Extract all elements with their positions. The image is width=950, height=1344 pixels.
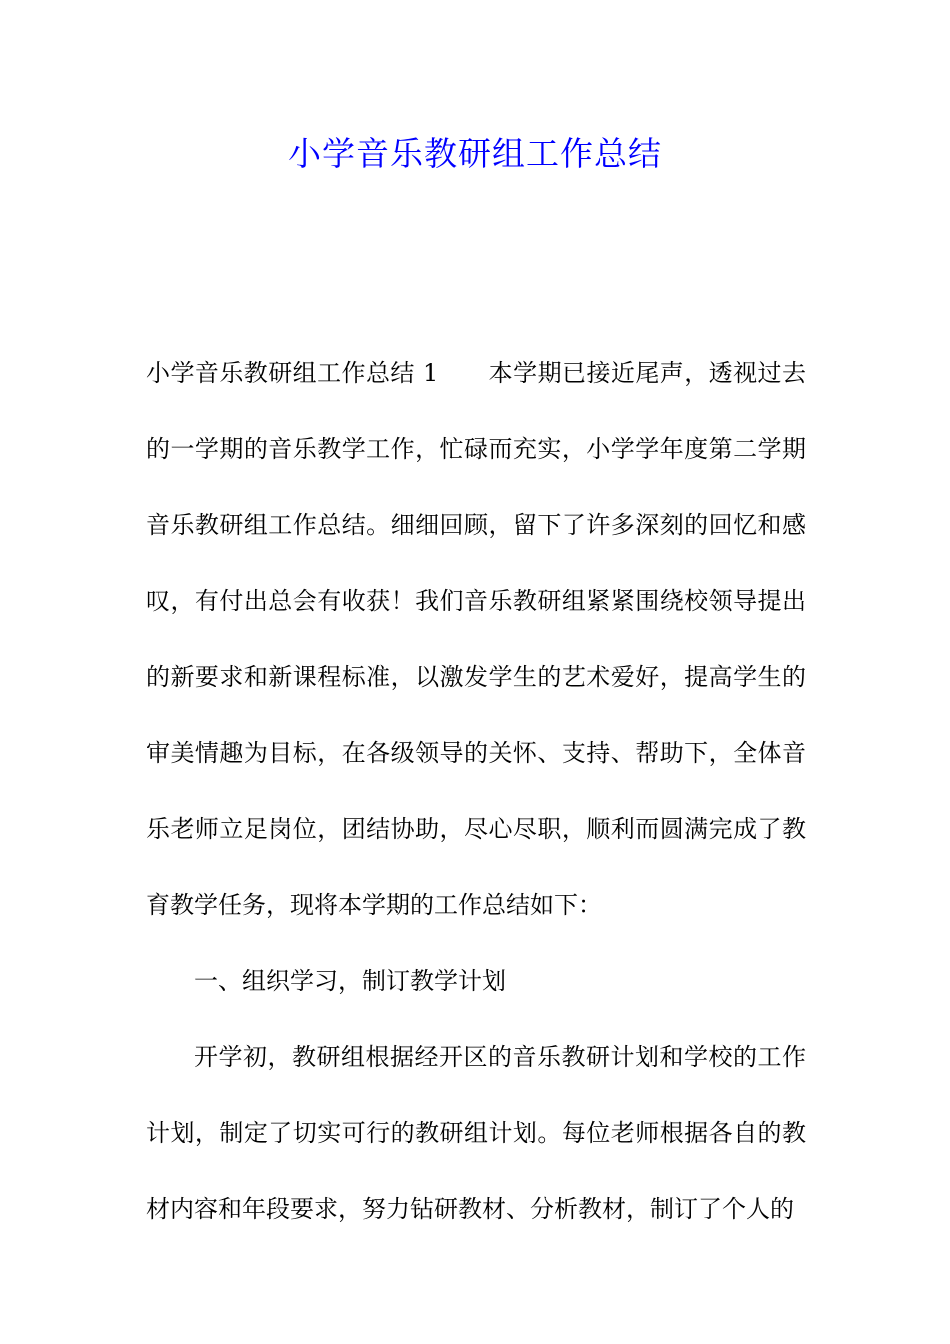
section-paragraph: 开学初，教研组根据经开区的音乐教研计划和学校的工作计划，制定了切实可行的教研组计划。每位老师根据各自的教材内容和年段要求，努力钻研教材、分析教材，制订了个人的	[146, 1043, 806, 1223]
intro-paragraph	[146, 335, 806, 943]
section-heading: 一、组织学习，制订教学计划	[194, 967, 506, 995]
intro-text: 本学期已接近尾声，透视过去的一学期的音乐教学工作，忙碌而充实，小学学年度第二学期音乐教研组工作总结。细细回顾，留下了许多深刻的回忆和感叹，有付出总会有收获！我们音乐教研组紧紧围绕校领导提出的新要求和新课程标准，以激发学生的艺术爱好，提高学生的审美情趣为目标，在各级领导的关怀、支持、帮助下，全体音乐老师立足岗位，团结协助，尽心尽职，顺利而圆满完成了教育教学任务，现将本学期的工作总结如下：	[146, 359, 807, 919]
document-title: 小学音乐教研组工作总结	[288, 134, 662, 173]
document-body	[146, 335, 806, 1247]
intro-heading: 小学音乐教研组工作总结 1	[146, 359, 439, 387]
